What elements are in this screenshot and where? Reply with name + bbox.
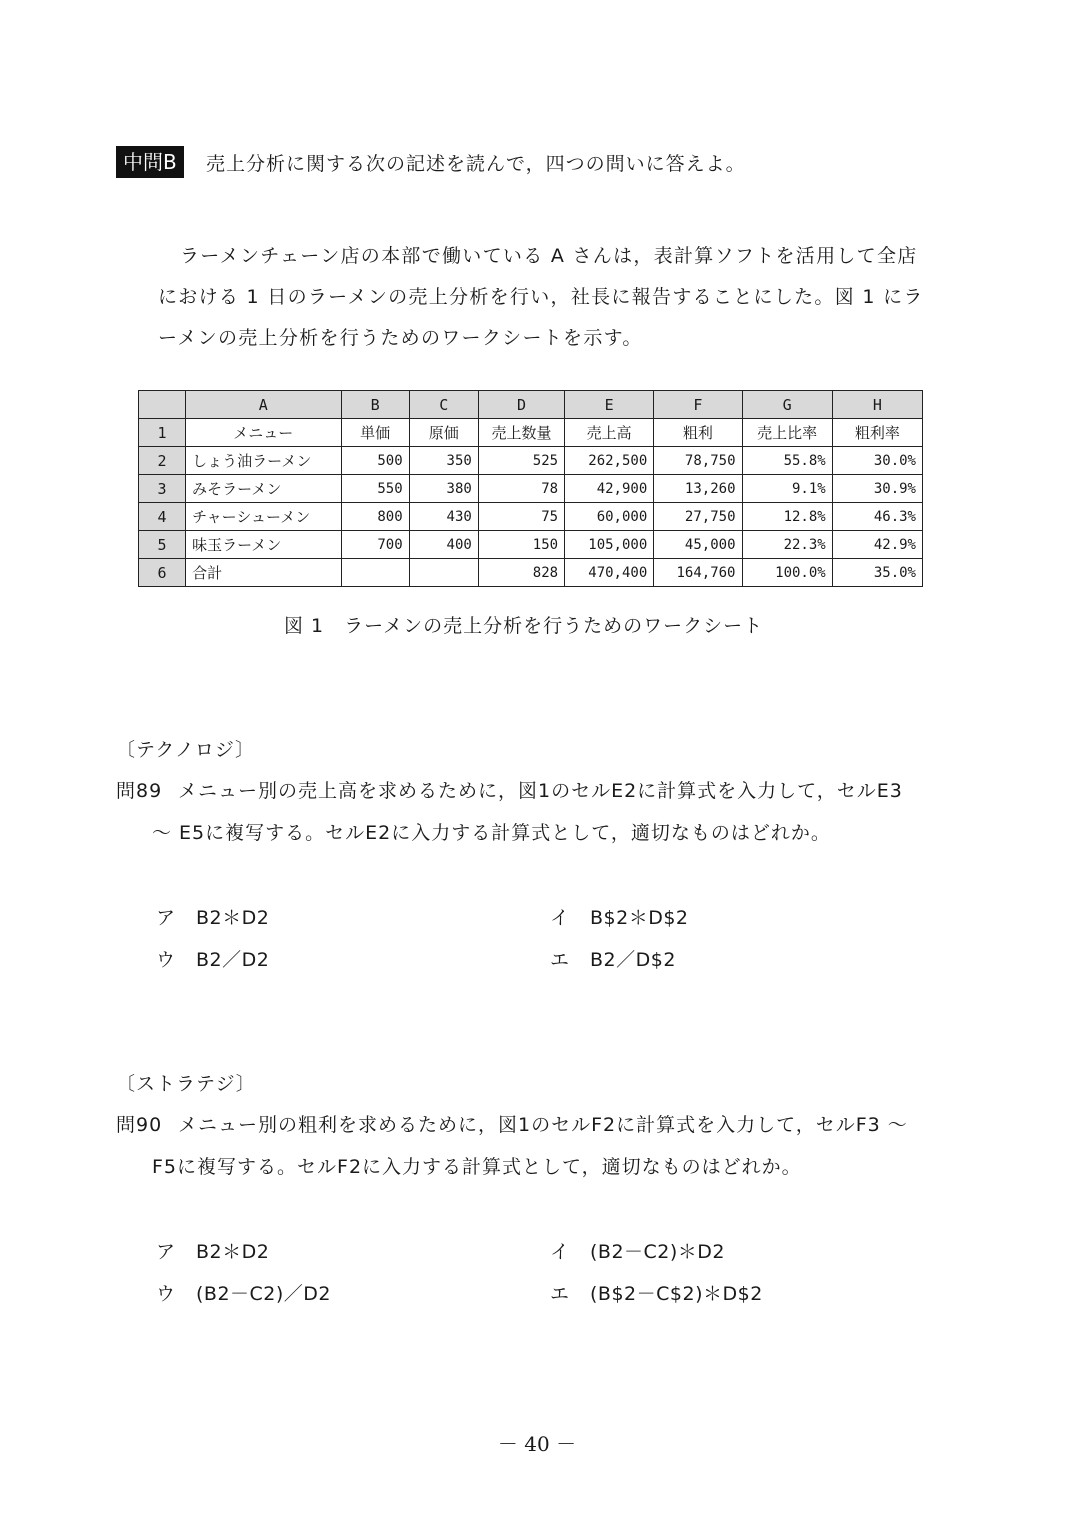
- option[interactable]: [550, 945, 676, 972]
- option-text: B2＊D2: [196, 1241, 270, 1263]
- value-cell: 350: [409, 447, 478, 475]
- intro-paragraph: [158, 236, 958, 359]
- option-text: B2／D$2: [590, 949, 676, 971]
- option-key: イ: [550, 907, 570, 929]
- value-cell: 30.0%: [832, 447, 922, 475]
- table-row: [139, 503, 923, 531]
- header-cell: 売上高: [565, 419, 654, 447]
- column-header: H: [832, 391, 922, 419]
- table-row: [139, 559, 923, 587]
- value-cell: 550: [341, 475, 409, 503]
- value-cell: 46.3%: [832, 503, 922, 531]
- row-number: 6: [139, 559, 186, 587]
- option-text: B$2＊D$2: [590, 907, 689, 929]
- value-cell: 35.0%: [832, 559, 922, 587]
- value-cell: [409, 559, 478, 587]
- option[interactable]: [550, 1279, 763, 1306]
- question-text: メニュー別の粗利を求めるために，図1のセルF2に計算式を入力して，セルF3 ～: [178, 1114, 908, 1136]
- table-row: [139, 475, 923, 503]
- value-cell: 75: [478, 503, 564, 531]
- value-cell: 828: [478, 559, 564, 587]
- value-cell: 262,500: [565, 447, 654, 475]
- value-cell: 380: [409, 475, 478, 503]
- category-label: 〔ストラテジ〕: [116, 1073, 256, 1095]
- option[interactable]: [550, 1237, 725, 1264]
- header-cell: 売上数量: [478, 419, 564, 447]
- value-cell: 105,000: [565, 531, 654, 559]
- header-cell: 粗利: [654, 419, 742, 447]
- menu-cell: しょう油ラーメン: [186, 447, 341, 475]
- option-text: B2＊D2: [196, 907, 270, 929]
- option-key: ア: [156, 907, 176, 929]
- option-key: ウ: [156, 1283, 176, 1305]
- column-header: A: [186, 391, 341, 419]
- value-cell: 42,900: [565, 475, 654, 503]
- category-label: 〔テクノロジ〕: [116, 739, 256, 761]
- value-cell: 42.9%: [832, 531, 922, 559]
- table-row: [139, 419, 923, 447]
- header-cell: 単価: [341, 419, 409, 447]
- table-row: [139, 447, 923, 475]
- value-cell: 150: [478, 531, 564, 559]
- option-text: (B$2－C$2)＊D$2: [590, 1283, 763, 1305]
- option-key: エ: [550, 949, 570, 971]
- column-header: G: [742, 391, 832, 419]
- menu-cell: みそラーメン: [186, 475, 341, 503]
- value-cell: 800: [341, 503, 409, 531]
- header-cell: 粗利率: [832, 419, 922, 447]
- header-cell: 原価: [409, 419, 478, 447]
- row-number: 4: [139, 503, 186, 531]
- table-row: [139, 531, 923, 559]
- value-cell: 9.1%: [742, 475, 832, 503]
- question-line: [116, 1104, 966, 1146]
- page-number: － 40 －: [497, 1432, 577, 1456]
- question-line: ～ E5に複写する。セルE2に入力する計算式として，適切なものはどれか。: [152, 822, 831, 844]
- section-tag: 中問B: [116, 146, 184, 178]
- worksheet-table: [138, 390, 923, 587]
- figure-caption: 図 1 ラーメンの売上分析を行うためのワークシート: [284, 615, 764, 637]
- value-cell: 700: [341, 531, 409, 559]
- value-cell: 60,000: [565, 503, 654, 531]
- intro-line-3: ーメンの売上分析を行うためのワークシートを示す。: [158, 327, 643, 349]
- menu-cell: 味玉ラーメン: [186, 531, 341, 559]
- header-cell: メニュー: [186, 419, 341, 447]
- option-key: ウ: [156, 949, 176, 971]
- intro-line-1: ラーメンチェーン店の本部で働いている A さんは，表計算ソフトを活用して全店: [180, 245, 918, 267]
- corner-cell: [139, 391, 186, 419]
- value-cell: 12.8%: [742, 503, 832, 531]
- option-text: (B2－C2)＊D2: [590, 1241, 726, 1263]
- option-text: (B2－C2)／D2: [196, 1283, 332, 1305]
- column-header: C: [409, 391, 478, 419]
- question-line: [116, 770, 966, 812]
- value-cell: 525: [478, 447, 564, 475]
- option-text: B2／D2: [196, 949, 270, 971]
- question-number: 問89: [116, 780, 163, 802]
- question-number: 問90: [116, 1114, 163, 1136]
- total-label-cell: 合計: [186, 559, 341, 587]
- section-heading: 売上分析に関する次の記述を読んで，四つの問いに答えよ。: [206, 153, 746, 175]
- question-line: F5に複写する。セルF2に入力する計算式として，適切なものはどれか。: [152, 1156, 802, 1178]
- value-cell: 500: [341, 447, 409, 475]
- header-cell: 売上比率: [742, 419, 832, 447]
- value-cell: 22.3%: [742, 531, 832, 559]
- value-cell: 78,750: [654, 447, 742, 475]
- row-number: 2: [139, 447, 186, 475]
- option[interactable]: [156, 903, 269, 930]
- question-89: [116, 770, 966, 854]
- option-key: ア: [156, 1241, 176, 1263]
- option[interactable]: [156, 1237, 269, 1264]
- value-cell: 55.8%: [742, 447, 832, 475]
- value-cell: 100.0%: [742, 559, 832, 587]
- column-header: E: [565, 391, 654, 419]
- option-key: イ: [550, 1241, 570, 1263]
- intro-line-2: における 1 日のラーメンの売上分析を行い，社長に報告することにした。図 1 にラ: [158, 286, 924, 308]
- option[interactable]: [550, 903, 689, 930]
- value-cell: 430: [409, 503, 478, 531]
- option[interactable]: [156, 1279, 331, 1306]
- value-cell: 470,400: [565, 559, 654, 587]
- menu-cell: チャーシューメン: [186, 503, 341, 531]
- value-cell: 164,760: [654, 559, 742, 587]
- question-text: メニュー別の売上高を求めるために，図1のセルE2に計算式を入力して，セルE3: [178, 780, 903, 802]
- question-90: [116, 1104, 966, 1188]
- value-cell: 13,260: [654, 475, 742, 503]
- option[interactable]: [156, 945, 269, 972]
- column-header: F: [654, 391, 742, 419]
- row-number: 5: [139, 531, 186, 559]
- row-number: 3: [139, 475, 186, 503]
- option-key: エ: [550, 1283, 570, 1305]
- column-header: B: [341, 391, 409, 419]
- row-number: 1: [139, 419, 186, 447]
- column-header-row: [139, 391, 923, 419]
- value-cell: [341, 559, 409, 587]
- value-cell: 78: [478, 475, 564, 503]
- value-cell: 400: [409, 531, 478, 559]
- value-cell: 45,000: [654, 531, 742, 559]
- value-cell: 27,750: [654, 503, 742, 531]
- column-header: D: [478, 391, 564, 419]
- value-cell: 30.9%: [832, 475, 922, 503]
